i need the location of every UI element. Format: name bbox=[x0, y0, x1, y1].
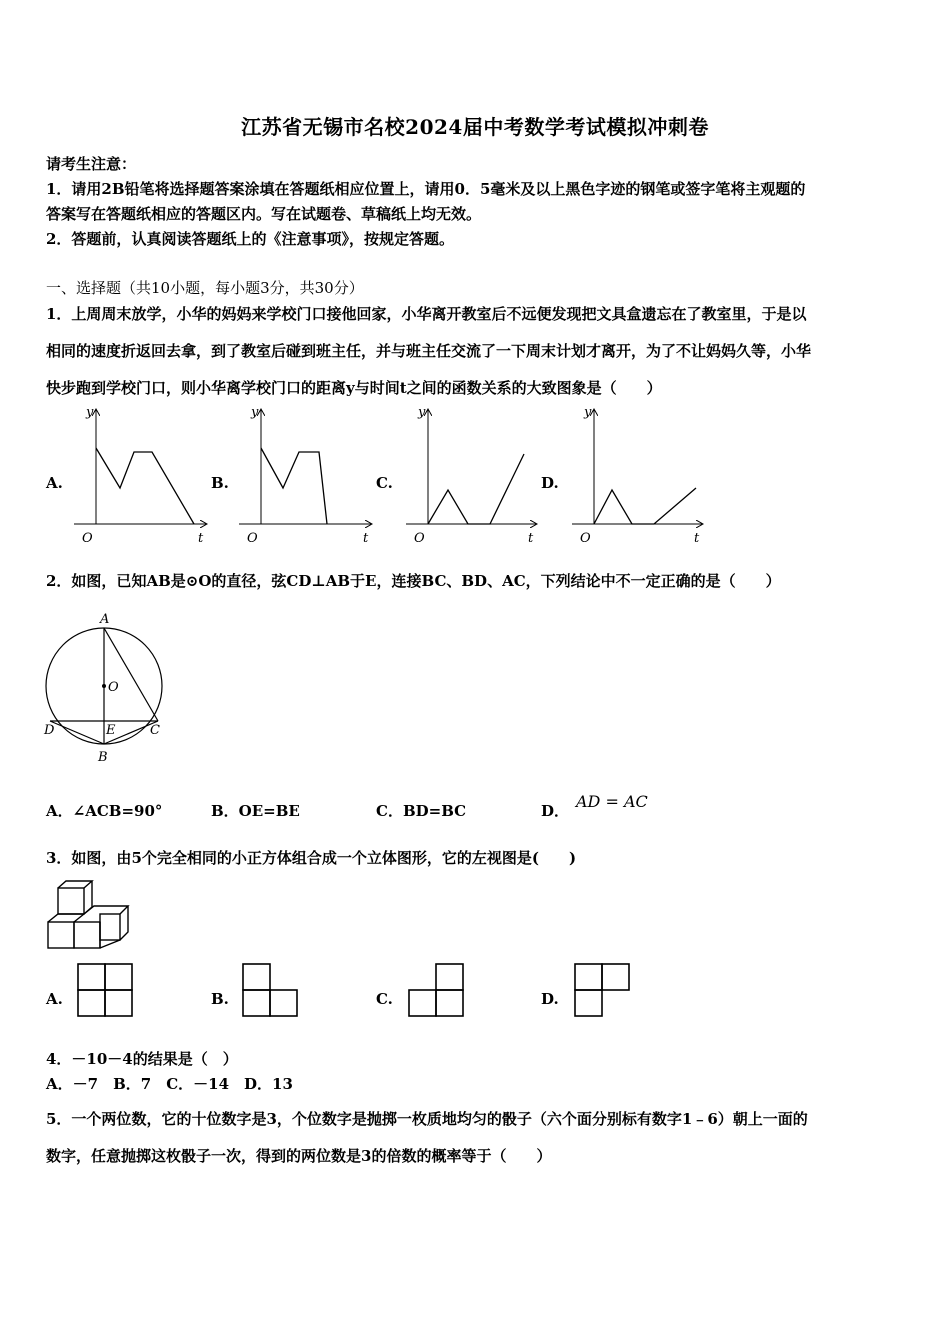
function-curve bbox=[96, 448, 194, 524]
q4-options[interactable]: A．－7 B．7 C．－14 D．13 bbox=[46, 1075, 293, 1093]
q1-graph-b bbox=[233, 402, 373, 548]
q1-option-a-label[interactable]: A. bbox=[46, 474, 63, 492]
label-e: E bbox=[106, 723, 116, 738]
q2-option-b[interactable]: B．OE=BE bbox=[211, 802, 300, 820]
y-axis-label: y bbox=[584, 405, 592, 420]
segment-ac bbox=[104, 628, 158, 721]
origin-label: O bbox=[580, 531, 591, 546]
function-curve bbox=[261, 448, 327, 524]
q3-option-a-label[interactable]: A. bbox=[46, 990, 63, 1008]
function-curve bbox=[594, 488, 696, 524]
q1-graph-d bbox=[564, 402, 704, 548]
q1-option-b-label[interactable]: B. bbox=[211, 474, 229, 492]
q1-graph-c bbox=[398, 402, 538, 548]
q2-option-d-expr: AD = AC bbox=[576, 792, 648, 811]
q1-option-d-label[interactable]: D. bbox=[541, 474, 559, 492]
label-b: B bbox=[98, 750, 108, 765]
page-title: 江苏省无锡市名校2024届中考数学考试模拟冲刺卷 bbox=[241, 115, 709, 139]
y-axis-label: y bbox=[86, 405, 94, 420]
q3-view-d bbox=[573, 962, 633, 1020]
q3-cube-figure bbox=[44, 878, 134, 952]
q4-text: 4．－10－4的结果是（ ） bbox=[46, 1050, 238, 1068]
label-a: A bbox=[100, 612, 110, 627]
notice-line-1: 1．请用2B铅笔将选择题答案涂填在答题纸相应位置上，请用0．5毫米及以上黑色字迹的钢笔或签字笔将主观题的 bbox=[46, 180, 806, 198]
q1-graph-a bbox=[68, 402, 208, 548]
q3-view-c bbox=[407, 962, 467, 1020]
origin-label: O bbox=[82, 531, 93, 546]
label-d: D bbox=[44, 723, 55, 738]
q1-line-1: 1．上周周末放学，小华的妈妈来学校门口接他回家，小华离开教室后不远便发现把文具盒遗忘在了教室里，于是以 bbox=[46, 305, 807, 323]
q3-option-b-label[interactable]: B. bbox=[211, 990, 229, 1008]
q2-circle-figure bbox=[40, 610, 170, 768]
q3-option-c-label[interactable]: C. bbox=[376, 990, 393, 1008]
q3-option-d-label[interactable]: D. bbox=[541, 990, 559, 1008]
notice-heading: 请考生注意： bbox=[46, 155, 137, 173]
q2-text: 2．如图，已知AB是⊙O的直径，弦CD⊥AB于E，连接BC、BD、AC，下列结论中不一定正确的是（ ） bbox=[46, 572, 781, 590]
q1-line-2: 相同的速度折返回去拿，到了教室后碰到班主任，并与班主任交流了一下周末计划才离开，为了不让妈妈久等，小华 bbox=[46, 342, 812, 360]
function-curve bbox=[428, 454, 524, 524]
x-axis-label: t bbox=[198, 531, 204, 546]
y-axis-label: y bbox=[418, 405, 426, 420]
segment-bd bbox=[50, 721, 104, 744]
q3-text: 3．如图，由5个完全相同的小正方体组合成一个立体图形，它的左视图是( ) bbox=[46, 849, 577, 867]
notice-line-3: 2．答题前，认真阅读答题纸上的《注意事项》，按规定答题。 bbox=[46, 230, 454, 248]
label-c: C bbox=[150, 723, 160, 738]
x-axis-label: t bbox=[528, 531, 534, 546]
section-heading: 一、选择题（共10小题，每小题3分，共30分） bbox=[46, 279, 364, 297]
q3-view-b bbox=[241, 962, 301, 1020]
q3-view-a bbox=[76, 962, 136, 1020]
q1-option-c-label[interactable]: C. bbox=[376, 474, 393, 492]
q2-option-c[interactable]: C．BD=BC bbox=[376, 802, 467, 820]
q2-option-a[interactable]: A．∠ACB=90° bbox=[46, 802, 163, 820]
q1-line-3: 快步跑到学校门口，则小华离学校门口的距离y与时间t之间的函数关系的大致图象是（ ） bbox=[46, 379, 662, 397]
center-point bbox=[102, 684, 106, 688]
label-o: O bbox=[108, 680, 119, 695]
x-axis-label: t bbox=[363, 531, 369, 546]
origin-label: O bbox=[414, 531, 425, 546]
notice-line-2: 答案写在答题纸相应的答题区内。写在试题卷、草稿纸上均无效。 bbox=[46, 205, 482, 223]
y-axis-label: y bbox=[251, 405, 259, 420]
q5-line-1: 5．一个两位数，它的十位数字是3，个位数字是抛掷一枚质地均匀的骰子（六个面分别标有数字1﹣6）朝上一面的 bbox=[46, 1110, 808, 1128]
origin-label: O bbox=[247, 531, 258, 546]
q5-line-2: 数字，任意抛掷这枚骰子一次，得到的两位数是3的倍数的概率等于（ ） bbox=[46, 1147, 552, 1165]
q2-option-d-label[interactable]: D． bbox=[541, 802, 570, 820]
x-axis-label: t bbox=[694, 531, 700, 546]
